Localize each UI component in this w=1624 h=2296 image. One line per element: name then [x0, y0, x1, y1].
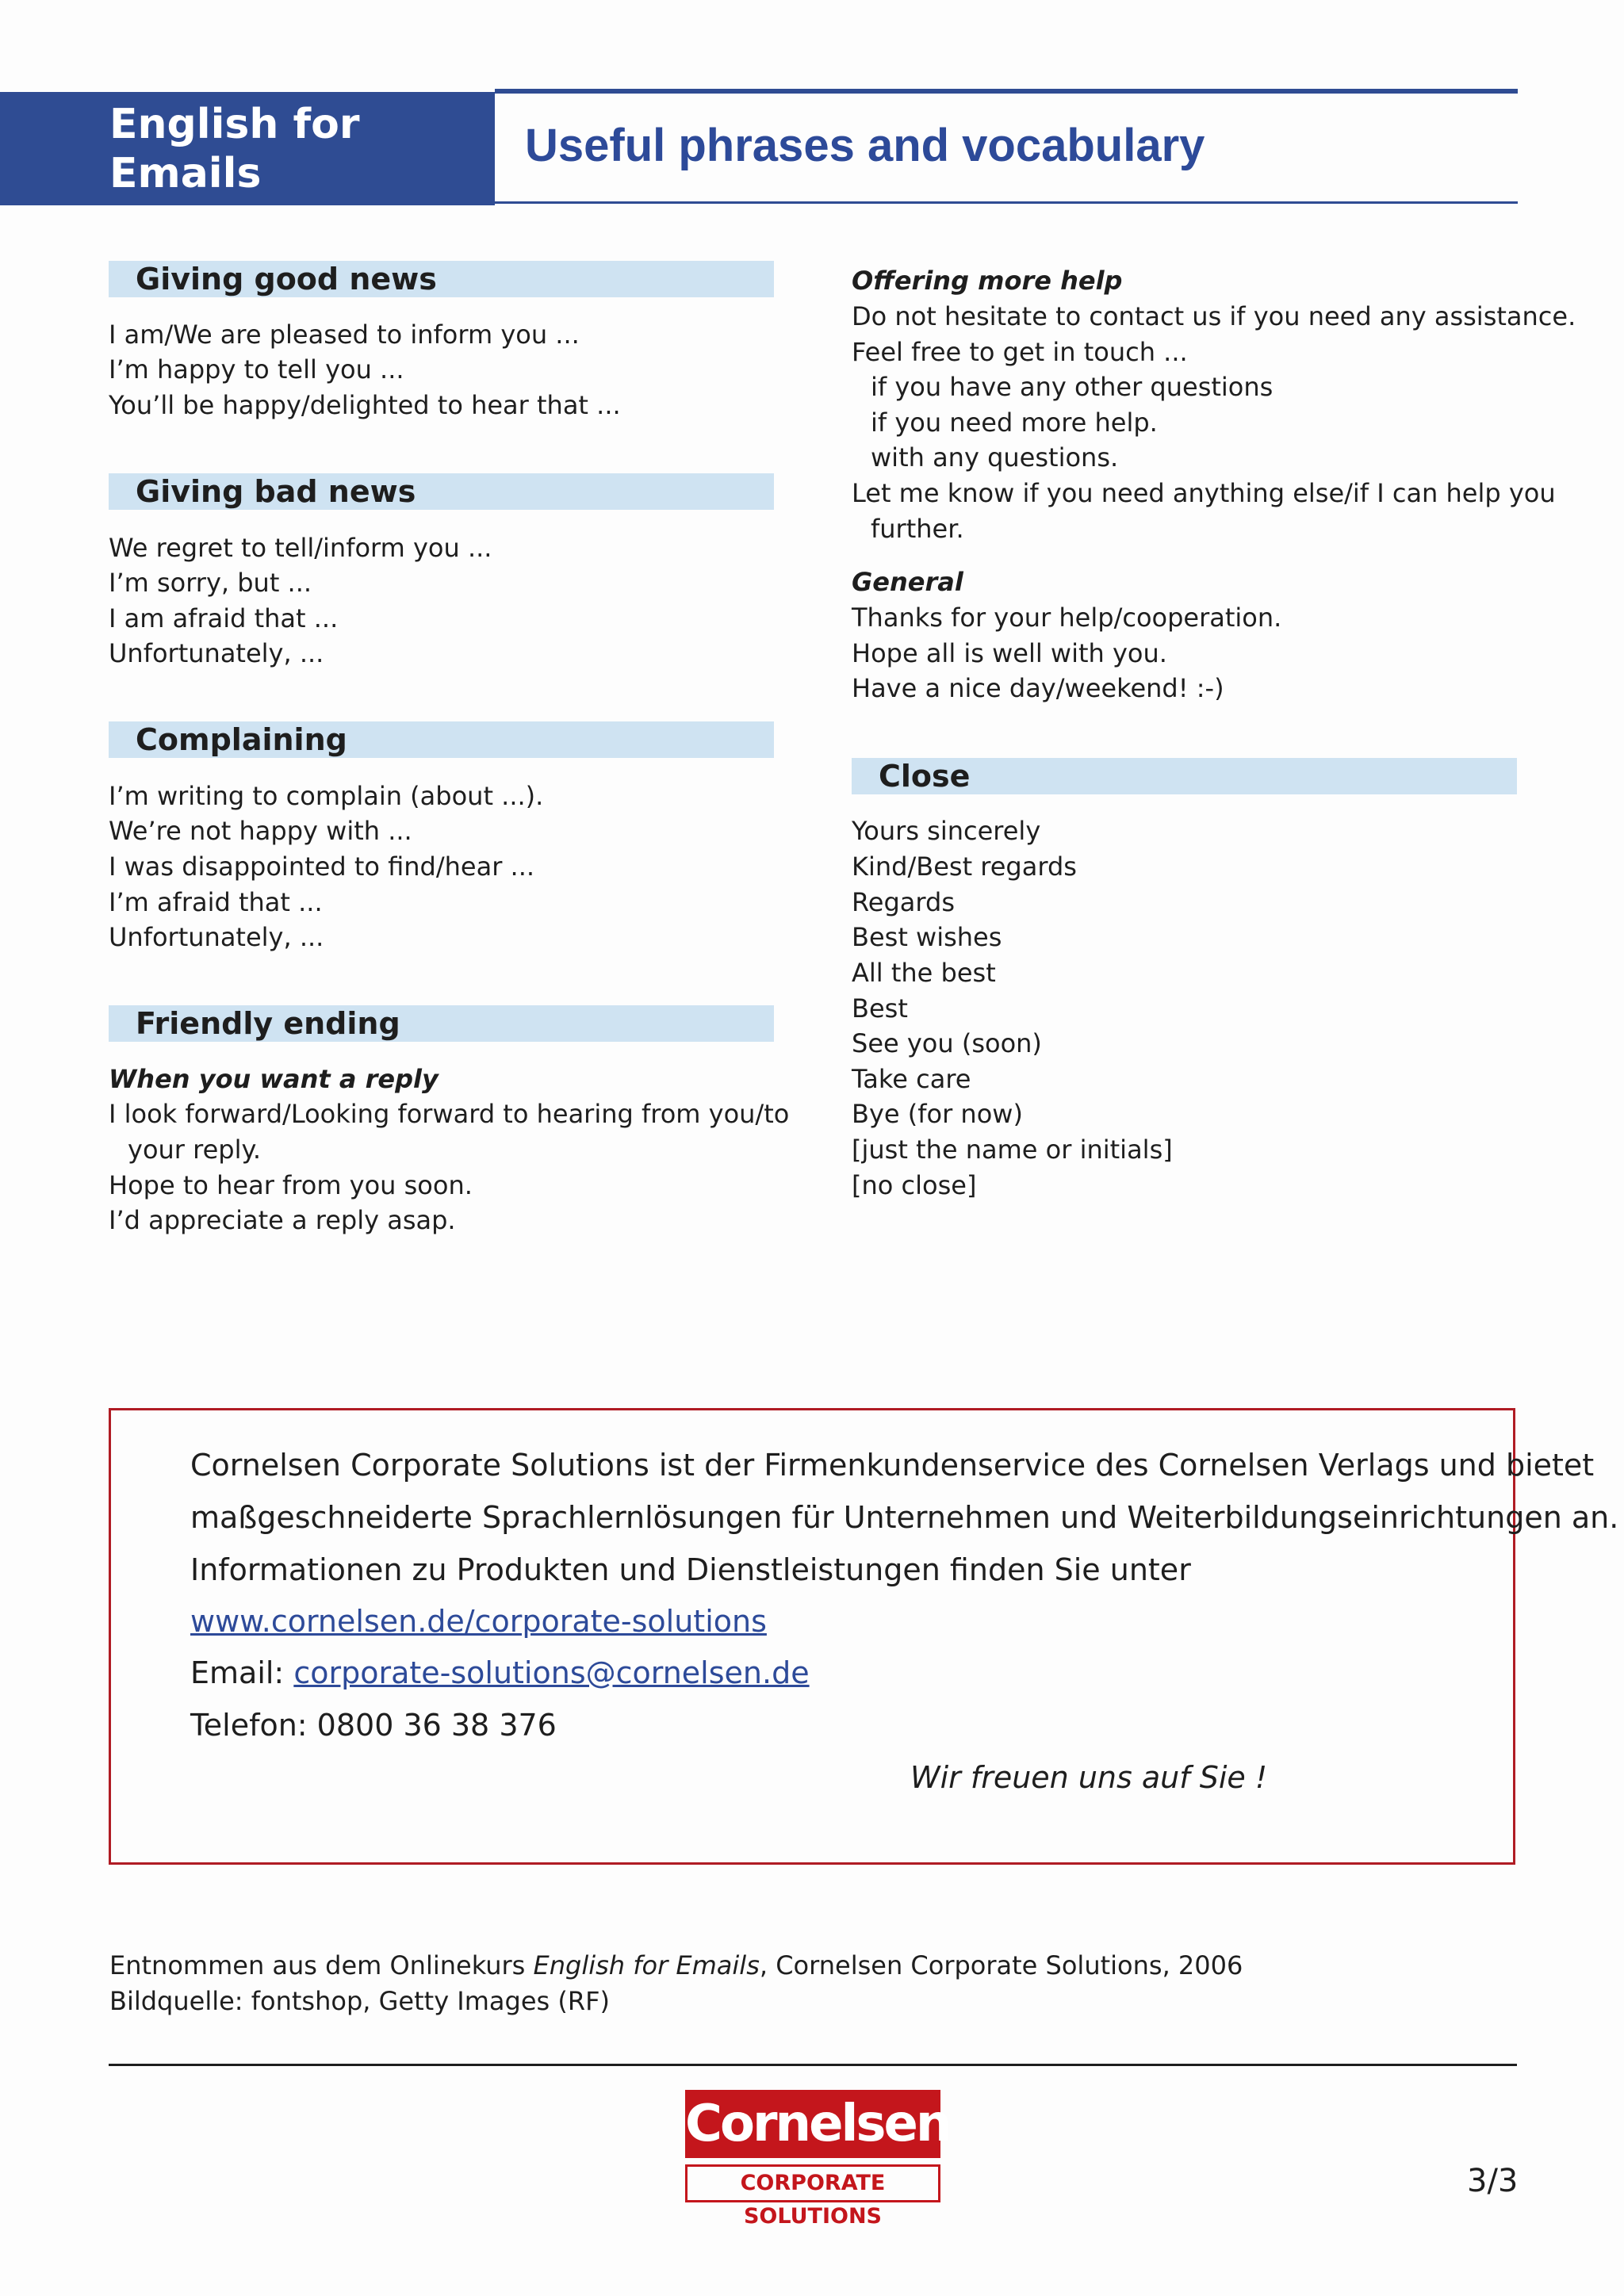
course-title-line2: Emails [109, 150, 262, 197]
phrase-line: Best [852, 993, 908, 1024]
phrase-line: I’m afraid that ... [109, 887, 323, 917]
phrase-line: Unfortunately, ... [109, 638, 324, 668]
section-heading-good-news: Giving good news [109, 261, 774, 297]
phrase-line: I’m sorry, but ... [109, 568, 312, 598]
phrase-line: Unfortunately, ... [109, 922, 324, 952]
corporate-solutions-logo: CORPORATE SOLUTIONS [685, 2164, 940, 2202]
email-link[interactable]: corporate-solutions@cornelsen.de [293, 1655, 810, 1690]
phrase-line: Hope all is well with you. [852, 638, 1167, 668]
phrase-line: I’m happy to tell you ... [109, 354, 404, 385]
section-heading-friendly-ending: Friendly ending [109, 1005, 774, 1042]
page-title: Useful phrases and vocabulary [525, 120, 1205, 171]
info-text-line: maßgeschneiderte Sprachlernlösungen für Unternehmen und Weiterbildungseinrichtungen an. [190, 1500, 1619, 1535]
phrase-line: I look forward/Looking forward to hearing from you/to [109, 1099, 790, 1129]
phrase-line: You’ll be happy/delighted to hear that ... [109, 390, 621, 420]
phrase-line: Feel free to get in touch ... [852, 337, 1188, 367]
phrase-line: [just the name or initials] [852, 1135, 1173, 1165]
phrase-line: All the best [852, 958, 996, 988]
phrase-line: I’d appreciate a reply asap. [109, 1205, 456, 1235]
phrase-line: We’re not happy with ... [109, 816, 412, 846]
phrase-line: We regret to tell/inform you ... [109, 533, 492, 563]
section-heading-complaining: Complaining [109, 721, 774, 758]
phrase-line: I am afraid that ... [109, 603, 339, 633]
phrase-line-indented: if you need more help. [871, 408, 1158, 438]
header-top-rule [495, 89, 1518, 94]
phrase-line: Have a nice day/weekend! :-) [852, 673, 1224, 703]
footer-rule [109, 2064, 1517, 2066]
phrase-line: Regards [852, 887, 955, 917]
phrase-line: Thanks for your help/cooperation. [852, 603, 1282, 633]
email-line [190, 1647, 810, 1699]
email-label: Email: [190, 1655, 294, 1690]
subheading-offering-help: Offering more help [852, 266, 1123, 296]
section-heading-bad-news: Giving bad news [109, 473, 774, 510]
info-text-line: Cornelsen Corporate Solutions ist der Firmenkundenservice des Cornelsen Verlags und bietet [190, 1448, 1595, 1483]
course-banner [0, 92, 495, 205]
source-note: Entnommen aus dem Onlinekurs English for Emails, Cornelsen Corporate Solutions, 2006 [109, 1950, 1243, 1980]
closing-line: Wir freuen uns auf Sie ! [910, 1760, 1268, 1795]
section-heading-close: Close [852, 758, 1517, 794]
phrase-line: Do not hesitate to contact us if you need any assistance. [852, 301, 1576, 331]
info-box [109, 1408, 1619, 1865]
phrase-line: [no close] [852, 1170, 977, 1200]
phrase-line: I’m writing to complain (about ...). [109, 781, 544, 811]
phrase-line: Hope to hear from you soon. [109, 1170, 473, 1200]
phrase-line: Kind/Best regards [852, 851, 1077, 882]
phrase-line: Take care [852, 1064, 971, 1094]
subheading-general: General [852, 567, 963, 597]
phrase-line: Yours sincerely [852, 816, 1041, 846]
page-number: 3/3 [1467, 2163, 1519, 2199]
phrase-line-indented: with any questions. [871, 442, 1119, 473]
cornelsen-logo: Cornelsen [685, 2090, 940, 2158]
info-text-line: Informationen zu Produkten und Dienstleistungen finden Sie unter [190, 1552, 1191, 1587]
website-link[interactable]: www.cornelsen.de/corporate-solutions [190, 1604, 767, 1639]
course-title-line1: English for [109, 101, 360, 148]
header-bottom-rule [495, 201, 1518, 204]
phrase-line-continuation: your reply. [128, 1135, 262, 1165]
phrase-line: I was disappointed to find/hear ... [109, 851, 535, 882]
image-credit: Bildquelle: fontshop, Getty Images (RF) [109, 1986, 610, 2016]
phrase-line-continuation: further. [871, 514, 964, 544]
phrase-line: See you (soon) [852, 1028, 1042, 1058]
phrase-line: I am/We are pleased to inform you ... [109, 320, 580, 350]
phrase-line: Bye (for now) [852, 1099, 1023, 1129]
subheading-reply: When you want a reply [109, 1064, 439, 1094]
phone-line: Telefon: 0800 36 38 376 [190, 1708, 557, 1743]
phrase-line-indented: if you have any other questions [871, 372, 1274, 402]
phrase-line: Let me know if you need anything else/if I can help you [852, 478, 1556, 508]
source-course-title: English for Emails [533, 1950, 760, 1980]
phrase-line: Best wishes [852, 922, 1002, 952]
